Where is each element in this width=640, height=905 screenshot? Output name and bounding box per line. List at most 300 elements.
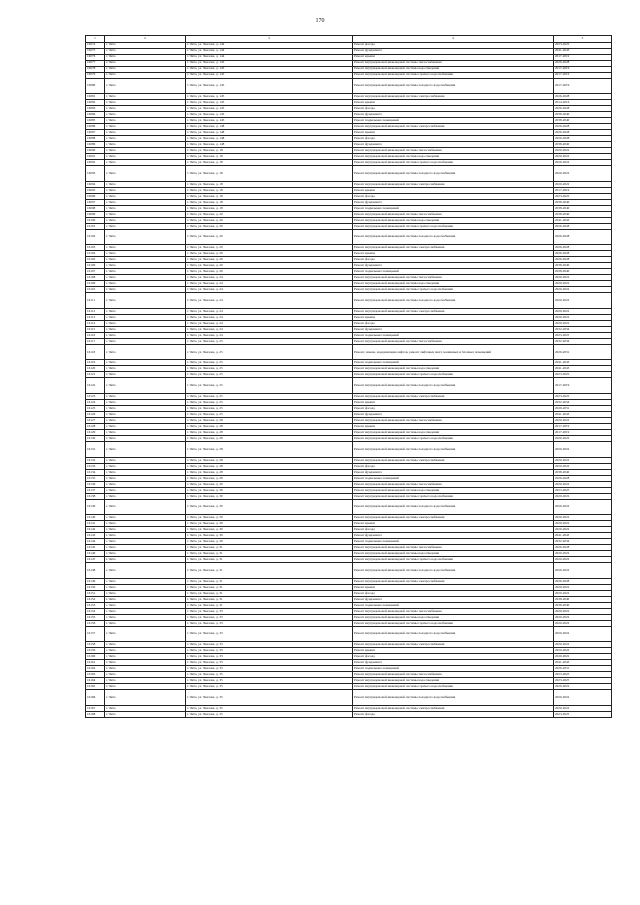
period-cell: 2041-2043 — [554, 366, 612, 372]
row-number-cell: 16075 — [86, 48, 105, 54]
address-cell: г. Чита, ул. Чкалова, д. 30 — [186, 515, 353, 521]
row-number-cell: 16143 — [86, 533, 105, 539]
work-type-cell: Ремонт внутридомовой инженерной системы водоотведения — [353, 551, 554, 557]
work-type-cell: Ремонт фундамента — [353, 112, 554, 118]
work-type-cell: Ремонт внутридомовой инженерной системы горячего водоснабжения — [353, 620, 554, 626]
address-cell: г. Чита, ул. Чкалова, д. 33 — [186, 642, 353, 648]
work-type-cell: Ремонт внутридомовой инженерной системы электроснабжения — [353, 457, 554, 463]
address-cell: г. Чита, ул. Чкалова, д. 25 — [186, 344, 353, 360]
locality-cell: г. Чита — [105, 94, 186, 100]
period-cell: 2026-2028 — [554, 223, 612, 229]
header-col-3: 3 — [186, 36, 353, 43]
header-col-1: 1 — [86, 36, 105, 43]
locality-cell: г. Чита — [105, 463, 186, 469]
locality-cell: г. Чита — [105, 672, 186, 678]
address-cell: г. Чита, ул. Чкалова, д. 30 — [186, 499, 353, 515]
address-cell: г. Чита, ул. Чкалова, д. 30 — [186, 493, 353, 499]
row-number-cell: 16078 — [86, 66, 105, 72]
address-cell: г. Чита, ул. Чкалова, д. 35 — [186, 678, 353, 684]
work-type-cell: Ремонт фасада — [353, 463, 554, 469]
period-cell: 2020-2022 — [554, 527, 612, 533]
period-cell: 2020-2022 — [554, 706, 612, 712]
row-number-cell: 16085 — [86, 118, 105, 124]
work-type-cell: Ремонт фундамента — [353, 326, 554, 332]
work-type-cell: Ремонт внутридомовой инженерной системы горячего водоснабжения — [353, 287, 554, 293]
address-cell: г. Чита, ул. Чкалова, д. 28 — [186, 475, 353, 481]
locality-cell: г. Чита — [105, 332, 186, 338]
period-cell: 2026-2028 — [554, 136, 612, 142]
address-cell: г. Чита, ул. Чкалова, д. 33 — [186, 614, 353, 620]
work-type-cell: Ремонт фундамента — [353, 142, 554, 148]
period-cell: 2032-2034 — [554, 539, 612, 545]
period-cell: 2017-2019 — [554, 424, 612, 430]
address-cell: г. Чита, ул. Чкалова, д. 20 — [186, 263, 353, 269]
page-number: 170 — [315, 18, 325, 24]
row-number-cell: 16165 — [86, 684, 105, 690]
locality-cell: г. Чита — [105, 217, 186, 223]
period-cell: 2038-2040 — [554, 269, 612, 275]
work-type-cell: Ремонт фундамента — [353, 412, 554, 418]
row-number-cell: 16124 — [86, 400, 105, 406]
row-number-cell: 16166 — [86, 690, 105, 706]
address-cell: г. Чита, ул. Чкалова, д. 33 — [186, 666, 353, 672]
row-number-cell: 16129 — [86, 430, 105, 436]
work-type-cell: Ремонт фасада — [353, 106, 554, 112]
period-cell: 2020-2022 — [554, 608, 612, 614]
work-type-cell: Ремонт внутридомовой инженерной системы теплоснабжения — [353, 211, 554, 217]
locality-cell: г. Чита — [105, 563, 186, 579]
period-cell: 2026-2028 — [554, 124, 612, 130]
address-cell: г. Чита, ул. Чкалова, д. 148 — [186, 124, 353, 130]
address-cell: г. Чита, ул. Чкалова, д. 20 — [186, 229, 353, 245]
row-number-cell: 16140 — [86, 515, 105, 521]
row-number-cell: 16086 — [86, 124, 105, 130]
locality-cell: г. Чита — [105, 469, 186, 475]
table-row — [86, 293, 612, 309]
work-type-cell: Ремонт внутридомовой инженерной системы теплоснабжения — [353, 418, 554, 424]
row-number-cell: 16130 — [86, 436, 105, 442]
row-number-cell: 16159 — [86, 648, 105, 654]
period-cell: 2026-2028 — [554, 106, 612, 112]
locality-cell: г. Чита — [105, 269, 186, 275]
period-cell: 2038-2040 — [554, 118, 612, 124]
locality-cell: г. Чита — [105, 406, 186, 412]
row-number-cell: 16156 — [86, 620, 105, 626]
row-number-cell: 16099 — [86, 211, 105, 217]
period-cell: 2041-2043 — [554, 533, 612, 539]
work-type-cell: Ремонт подвальных помещений — [353, 475, 554, 481]
work-type-cell: Ремонт фасада — [353, 406, 554, 412]
period-cell: 2020-2022 — [554, 148, 612, 154]
row-number-cell: 16160 — [86, 654, 105, 660]
work-type-cell: Ремонт фасада — [353, 654, 554, 660]
locality-cell: г. Чита — [105, 372, 186, 378]
address-cell: г. Чита, ул. Чкалова, д. 28 — [186, 463, 353, 469]
period-cell: 2020-2022 — [554, 563, 612, 579]
locality-cell: г. Чита — [105, 130, 186, 136]
address-cell: г. Чита, ул. Чкалова, д. 25 — [186, 360, 353, 366]
header-col-4: 4 — [353, 36, 554, 43]
period-cell: 2041-2043 — [554, 660, 612, 666]
address-cell: г. Чита, ул. Чкалова, д. 24 — [186, 287, 353, 293]
period-cell: 2029-2031 — [554, 406, 612, 412]
period-cell: 2038-2040 — [554, 596, 612, 602]
work-type-cell: Ремонт внутридомовой инженерной системы электроснабжения — [353, 394, 554, 400]
row-number-cell: 16112 — [86, 308, 105, 314]
locality-cell: г. Чита — [105, 211, 186, 217]
locality-cell: г. Чита — [105, 457, 186, 463]
row-number-cell: 16158 — [86, 642, 105, 648]
row-number-cell: 16114 — [86, 320, 105, 326]
locality-cell: г. Чита — [105, 648, 186, 654]
work-type-cell: Ремонт фундамента — [353, 596, 554, 602]
period-cell: 2020-2022 — [554, 308, 612, 314]
period-cell: 2020-2022 — [554, 642, 612, 648]
work-type-cell: Ремонт внутридомовой инженерной системы холодного водоснабжения — [353, 166, 554, 182]
address-cell: г. Чита, ул. Чкалова, д. 31 — [186, 578, 353, 584]
address-cell: г. Чита, ул. Чкалова, д. 24 — [186, 308, 353, 314]
row-number-cell: 16119 — [86, 360, 105, 366]
address-cell: г. Чита, ул. Чкалова, д. 35 — [186, 672, 353, 678]
locality-cell: г. Чита — [105, 539, 186, 545]
table-row — [86, 499, 612, 515]
work-type-cell: Ремонт внутридомовой инженерной системы теплоснабжения — [353, 338, 554, 344]
locality-cell: г. Чита — [105, 378, 186, 394]
address-cell: г. Чита, ул. Чкалова, д. 18 — [186, 187, 353, 193]
work-type-cell: Ремонт подвальных помещений — [353, 602, 554, 608]
work-type-cell: Ремонт внутридомовой инженерной системы теплоснабжения — [353, 608, 554, 614]
work-type-cell: Ремонт внутридомовой инженерной системы горячего водоснабжения — [353, 223, 554, 229]
address-cell: г. Чита, ул. Чкалова, д. 25 — [186, 412, 353, 418]
address-cell: г. Чита, ул. Чкалова, д. 25 — [186, 366, 353, 372]
row-number-cell: 16107 — [86, 269, 105, 275]
period-cell: 2020-2022 — [554, 166, 612, 182]
locality-cell: г. Чита — [105, 608, 186, 614]
address-cell: г. Чита, ул. Чкалова, д. 28 — [186, 469, 353, 475]
address-cell: г. Чита, ул. Чкалова, д. 30 — [186, 539, 353, 545]
work-type-cell: Ремонт внутридомовой инженерной системы холодного водоснабжения — [353, 378, 554, 394]
row-number-cell: 16164 — [86, 678, 105, 684]
row-number-cell: 16094 — [86, 181, 105, 187]
work-type-cell: Ремонт внутридомовой инженерной системы электроснабжения — [353, 94, 554, 100]
locality-cell: г. Чита — [105, 136, 186, 142]
period-cell: 2026-2028 — [554, 545, 612, 551]
row-number-cell: 16147 — [86, 557, 105, 563]
address-cell: г. Чита, ул. Чкалова, д. 25 — [186, 394, 353, 400]
work-type-cell: Ремонт фундамента — [353, 48, 554, 54]
work-type-cell: Ремонт внутридомовой инженерной системы холодного водоснабжения — [353, 563, 554, 579]
address-cell: г. Чита, ул. Чкалова, д. 25 — [186, 400, 353, 406]
address-cell: г. Чита, ул. Чкалова, д. 145 — [186, 78, 353, 94]
locality-cell: г. Чита — [105, 527, 186, 533]
work-type-cell: Ремонт фасада — [353, 590, 554, 596]
row-number-cell: 16117 — [86, 338, 105, 344]
address-cell: г. Чита, ул. Чкалова, д. 145 — [186, 100, 353, 106]
period-cell: 2020-2022 — [554, 551, 612, 557]
period-cell: 2029-2031 — [554, 666, 612, 672]
row-number-cell: 16125 — [86, 406, 105, 412]
work-type-cell: Ремонт внутридомовой инженерной системы водоотведения — [353, 430, 554, 436]
row-number-cell: 16153 — [86, 602, 105, 608]
period-cell: 2020-2022 — [554, 314, 612, 320]
locality-cell: г. Чита — [105, 436, 186, 442]
address-cell: г. Чита, ул. Чкалова, д. 31 — [186, 551, 353, 557]
locality-cell: г. Чита — [105, 366, 186, 372]
work-type-cell: Ремонт крыши — [353, 400, 554, 406]
period-cell: 2038-2040 — [554, 602, 612, 608]
row-number-cell: 16113 — [86, 314, 105, 320]
period-cell: 2020-2022 — [554, 293, 612, 309]
locality-cell: г. Чита — [105, 287, 186, 293]
address-cell: г. Чита, ул. Чкалова, д. 31 — [186, 557, 353, 563]
period-cell: 2020-2022 — [554, 620, 612, 626]
address-cell: г. Чита, ул. Чкалова, д. 18 — [186, 160, 353, 166]
period-cell: 2038-2040 — [554, 263, 612, 269]
address-cell: г. Чита, ул. Чкалова, д. 30 — [186, 527, 353, 533]
work-type-cell: Ремонт внутридомовой инженерной системы водоотведения — [353, 154, 554, 160]
address-cell: г. Чита, ул. Чкалова, д. 18 — [186, 193, 353, 199]
table-row — [86, 690, 612, 706]
period-cell: 2041-2043 — [554, 48, 612, 54]
address-cell: г. Чита, ул. Чкалова, д. 20 — [186, 269, 353, 275]
row-number-cell: 16142 — [86, 527, 105, 533]
row-number-cell: 16131 — [86, 442, 105, 458]
row-number-cell: 16074 — [86, 42, 105, 48]
period-cell: 2020-2022 — [554, 690, 612, 706]
locality-cell: г. Чита — [105, 251, 186, 257]
address-cell: г. Чита, ул. Чкалова, д. 28 — [186, 424, 353, 430]
locality-cell: г. Чита — [105, 293, 186, 309]
work-type-cell: Ремонт фасада — [353, 193, 554, 199]
work-type-cell: Ремонт, замена, модернизация лифтов, ремонт лифтовых шахт, машинных и блочных помещений — [353, 344, 554, 360]
locality-cell: г. Чита — [105, 205, 186, 211]
row-number-cell: 16152 — [86, 596, 105, 602]
table-row — [86, 563, 612, 579]
locality-cell: г. Чита — [105, 223, 186, 229]
table-row — [86, 78, 612, 94]
row-number-cell: 16090 — [86, 148, 105, 154]
period-cell: 2020-2022 — [554, 684, 612, 690]
row-number-cell: 16102 — [86, 229, 105, 245]
work-type-cell: Ремонт крыши — [353, 648, 554, 654]
row-number-cell: 16145 — [86, 545, 105, 551]
row-number-cell: 16126 — [86, 412, 105, 418]
row-number-cell: 16096 — [86, 193, 105, 199]
row-number-cell: 16116 — [86, 332, 105, 338]
period-cell: 2026-2028 — [554, 130, 612, 136]
address-cell: г. Чита, ул. Чкалова, д. 25 — [186, 406, 353, 412]
work-type-cell: Ремонт подвальных помещений — [353, 360, 554, 366]
locality-cell: г. Чита — [105, 263, 186, 269]
address-cell: г. Чита, ул. Чкалова, д. 20 — [186, 217, 353, 223]
row-number-cell: 16144 — [86, 539, 105, 545]
locality-cell: г. Чита — [105, 320, 186, 326]
period-cell: 2020-2022 — [554, 463, 612, 469]
work-type-cell: Ремонт внутридомовой инженерной системы теплоснабжения — [353, 275, 554, 281]
period-cell: 2020-2022 — [554, 418, 612, 424]
address-cell: г. Чита, ул. Чкалова, д. 31 — [186, 545, 353, 551]
period-cell: 2041-2043 — [554, 360, 612, 366]
period-cell: 2020-2022 — [554, 320, 612, 326]
period-cell: 2038-2040 — [554, 142, 612, 148]
row-number-cell: 16110 — [86, 287, 105, 293]
row-number-cell: 16108 — [86, 275, 105, 281]
locality-cell: г. Чита — [105, 706, 186, 712]
row-number-cell: 16163 — [86, 672, 105, 678]
locality-cell: г. Чита — [105, 112, 186, 118]
locality-cell: г. Чита — [105, 42, 186, 48]
row-number-cell: 16139 — [86, 499, 105, 515]
row-number-cell: 16162 — [86, 666, 105, 672]
row-number-cell: 16084 — [86, 112, 105, 118]
locality-cell: г. Чита — [105, 72, 186, 78]
address-cell: г. Чита, ул. Чкалова, д. 24 — [186, 326, 353, 332]
address-cell: г. Чита, ул. Чкалова, д. 18 — [186, 154, 353, 160]
address-cell: г. Чита, ул. Чкалова, д. 30 — [186, 481, 353, 487]
period-cell: 2038-2040 — [554, 469, 612, 475]
work-type-cell: Ремонт фундамента — [353, 469, 554, 475]
locality-cell: г. Чита — [105, 642, 186, 648]
locality-cell: г. Чита — [105, 245, 186, 251]
period-cell: 2020-2022 — [554, 626, 612, 642]
locality-cell: г. Чита — [105, 712, 186, 718]
locality-cell: г. Чита — [105, 308, 186, 314]
locality-cell: г. Чита — [105, 666, 186, 672]
address-cell: г. Чита, ул. Чкалова, д. 18 — [186, 148, 353, 154]
period-cell: 2020-2022 — [554, 590, 612, 596]
work-type-cell: Ремонт внутридомовой инженерной системы теплоснабжения — [353, 60, 554, 66]
period-cell: 2023-2025 — [554, 332, 612, 338]
locality-cell: г. Чита — [105, 54, 186, 60]
work-type-cell: Ремонт внутридомовой инженерной системы водоотведения — [353, 678, 554, 684]
locality-cell: г. Чита — [105, 60, 186, 66]
locality-cell: г. Чита — [105, 684, 186, 690]
table-row — [86, 626, 612, 642]
row-number-cell: 16151 — [86, 590, 105, 596]
address-cell: г. Чита, ул. Чкалова, д. 28 — [186, 457, 353, 463]
locality-cell: г. Чита — [105, 275, 186, 281]
address-cell: г. Чита, ул. Чкалова, д. 30 — [186, 487, 353, 493]
row-number-cell: 16077 — [86, 60, 105, 66]
address-cell: г. Чита, ул. Чкалова, д. 33 — [186, 654, 353, 660]
address-cell: г. Чита, ул. Чкалова, д. 31 — [186, 563, 353, 579]
period-cell: 2023-2025 — [554, 678, 612, 684]
work-type-cell: Ремонт фундамента — [353, 533, 554, 539]
address-cell: г. Чита, ул. Чкалова, д. 145 — [186, 60, 353, 66]
work-type-cell: Ремонт внутридомовой инженерной системы холодного водоснабжения — [353, 626, 554, 642]
period-cell: 2020-2022 — [554, 181, 612, 187]
row-number-cell: 16100 — [86, 217, 105, 223]
row-number-cell: 16128 — [86, 424, 105, 430]
locality-cell: г. Чита — [105, 584, 186, 590]
address-cell: г. Чита, ул. Чкалова, д. 28 — [186, 442, 353, 458]
period-cell: 2026-2028 — [554, 245, 612, 251]
work-type-cell: Ремонт подвальных помещений — [353, 332, 554, 338]
locality-cell: г. Чита — [105, 48, 186, 54]
work-type-cell: Ремонт крыши — [353, 521, 554, 527]
row-number-cell: 16083 — [86, 106, 105, 112]
locality-cell: г. Чита — [105, 193, 186, 199]
work-type-cell: Ремонт крыши — [353, 584, 554, 590]
work-type-cell: Ремонт фундамента — [353, 263, 554, 269]
table-row — [86, 166, 612, 182]
locality-cell: г. Чита — [105, 590, 186, 596]
work-type-cell: Ремонт внутридомовой инженерной системы водоотведения — [353, 66, 554, 72]
address-cell: г. Чита, ул. Чкалова, д. 24 — [186, 320, 353, 326]
address-cell: г. Чита, ул. Чкалова, д. 25 — [186, 378, 353, 394]
table-body — [86, 42, 612, 718]
period-cell: 2026-2028 — [554, 229, 612, 245]
row-number-cell: 16146 — [86, 551, 105, 557]
row-number-cell: 16120 — [86, 366, 105, 372]
locality-cell: г. Чита — [105, 424, 186, 430]
table-row — [86, 712, 612, 718]
period-cell: 2023-2025 — [554, 193, 612, 199]
work-type-cell: Ремонт внутридомовой инженерной системы водоотведения — [353, 614, 554, 620]
row-number-cell: 16134 — [86, 469, 105, 475]
address-cell: г. Чита, ул. Чкалова, д. 24 — [186, 293, 353, 309]
address-cell: г. Чита, ул. Чкалова, д. 33 — [186, 608, 353, 614]
locality-cell: г. Чита — [105, 199, 186, 205]
work-type-cell: Ремонт внутридомовой инженерной системы горячего водоснабжения — [353, 72, 554, 78]
address-cell: г. Чита, ул. Чкалова, д. 20 — [186, 257, 353, 263]
work-type-cell: Ремонт фасада — [353, 320, 554, 326]
address-cell: г. Чита, ул. Чкалова, д. 31 — [186, 596, 353, 602]
address-cell: г. Чита, ул. Чкалова, д. 145 — [186, 106, 353, 112]
locality-cell: г. Чита — [105, 344, 186, 360]
row-number-cell: 16098 — [86, 205, 105, 211]
work-type-cell: Ремонт внутридомовой инженерной системы электроснабжения — [353, 515, 554, 521]
locality-cell: г. Чита — [105, 602, 186, 608]
address-cell: г. Чита, ул. Чкалова, д. 25 — [186, 372, 353, 378]
work-type-cell: Ремонт крыши — [353, 251, 554, 257]
address-cell: г. Чита, ул. Чкалова, д. 25 — [186, 338, 353, 344]
period-cell: 2026-2028 — [554, 257, 612, 263]
work-type-cell: Ремонт внутридомовой инженерной системы водоотведения — [353, 281, 554, 287]
locality-cell: г. Чита — [105, 493, 186, 499]
locality-cell: г. Чита — [105, 314, 186, 320]
locality-cell: г. Чита — [105, 66, 186, 72]
row-number-cell: 16133 — [86, 463, 105, 469]
period-cell: 2041-2043 — [554, 217, 612, 223]
locality-cell: г. Чита — [105, 166, 186, 182]
row-number-cell: 16157 — [86, 626, 105, 642]
row-number-cell: 16105 — [86, 257, 105, 263]
row-number-cell: 16148 — [86, 563, 105, 579]
address-cell: г. Чита, ул. Чкалова, д. 33 — [186, 648, 353, 654]
work-type-cell: Ремонт внутридомовой инженерной системы теплоснабжения — [353, 148, 554, 154]
address-cell: г. Чита, ул. Чкалова, д. 148 — [186, 130, 353, 136]
address-cell: г. Чита, ул. Чкалова, д. 20 — [186, 223, 353, 229]
locality-cell: г. Чита — [105, 187, 186, 193]
address-cell: г. Чита, ул. Чкалова, д. 28 — [186, 430, 353, 436]
work-type-cell: Ремонт внутридомовой инженерной системы холодного водоснабжения — [353, 78, 554, 94]
work-type-cell: Ремонт внутридомовой инженерной системы теплоснабжения — [353, 545, 554, 551]
period-cell: 2023-2025 — [554, 672, 612, 678]
locality-cell: г. Чита — [105, 614, 186, 620]
address-cell: г. Чита, ул. Чкалова, д. 31 — [186, 584, 353, 590]
row-number-cell: 16097 — [86, 199, 105, 205]
period-cell: 2020-2022 — [554, 287, 612, 293]
locality-cell: г. Чита — [105, 326, 186, 332]
locality-cell: г. Чита — [105, 257, 186, 263]
period-cell: 2023-2025 — [554, 42, 612, 48]
row-number-cell: 16138 — [86, 493, 105, 499]
locality-cell: г. Чита — [105, 654, 186, 660]
locality-cell: г. Чита — [105, 660, 186, 666]
locality-cell: г. Чита — [105, 551, 186, 557]
table-row — [86, 344, 612, 360]
